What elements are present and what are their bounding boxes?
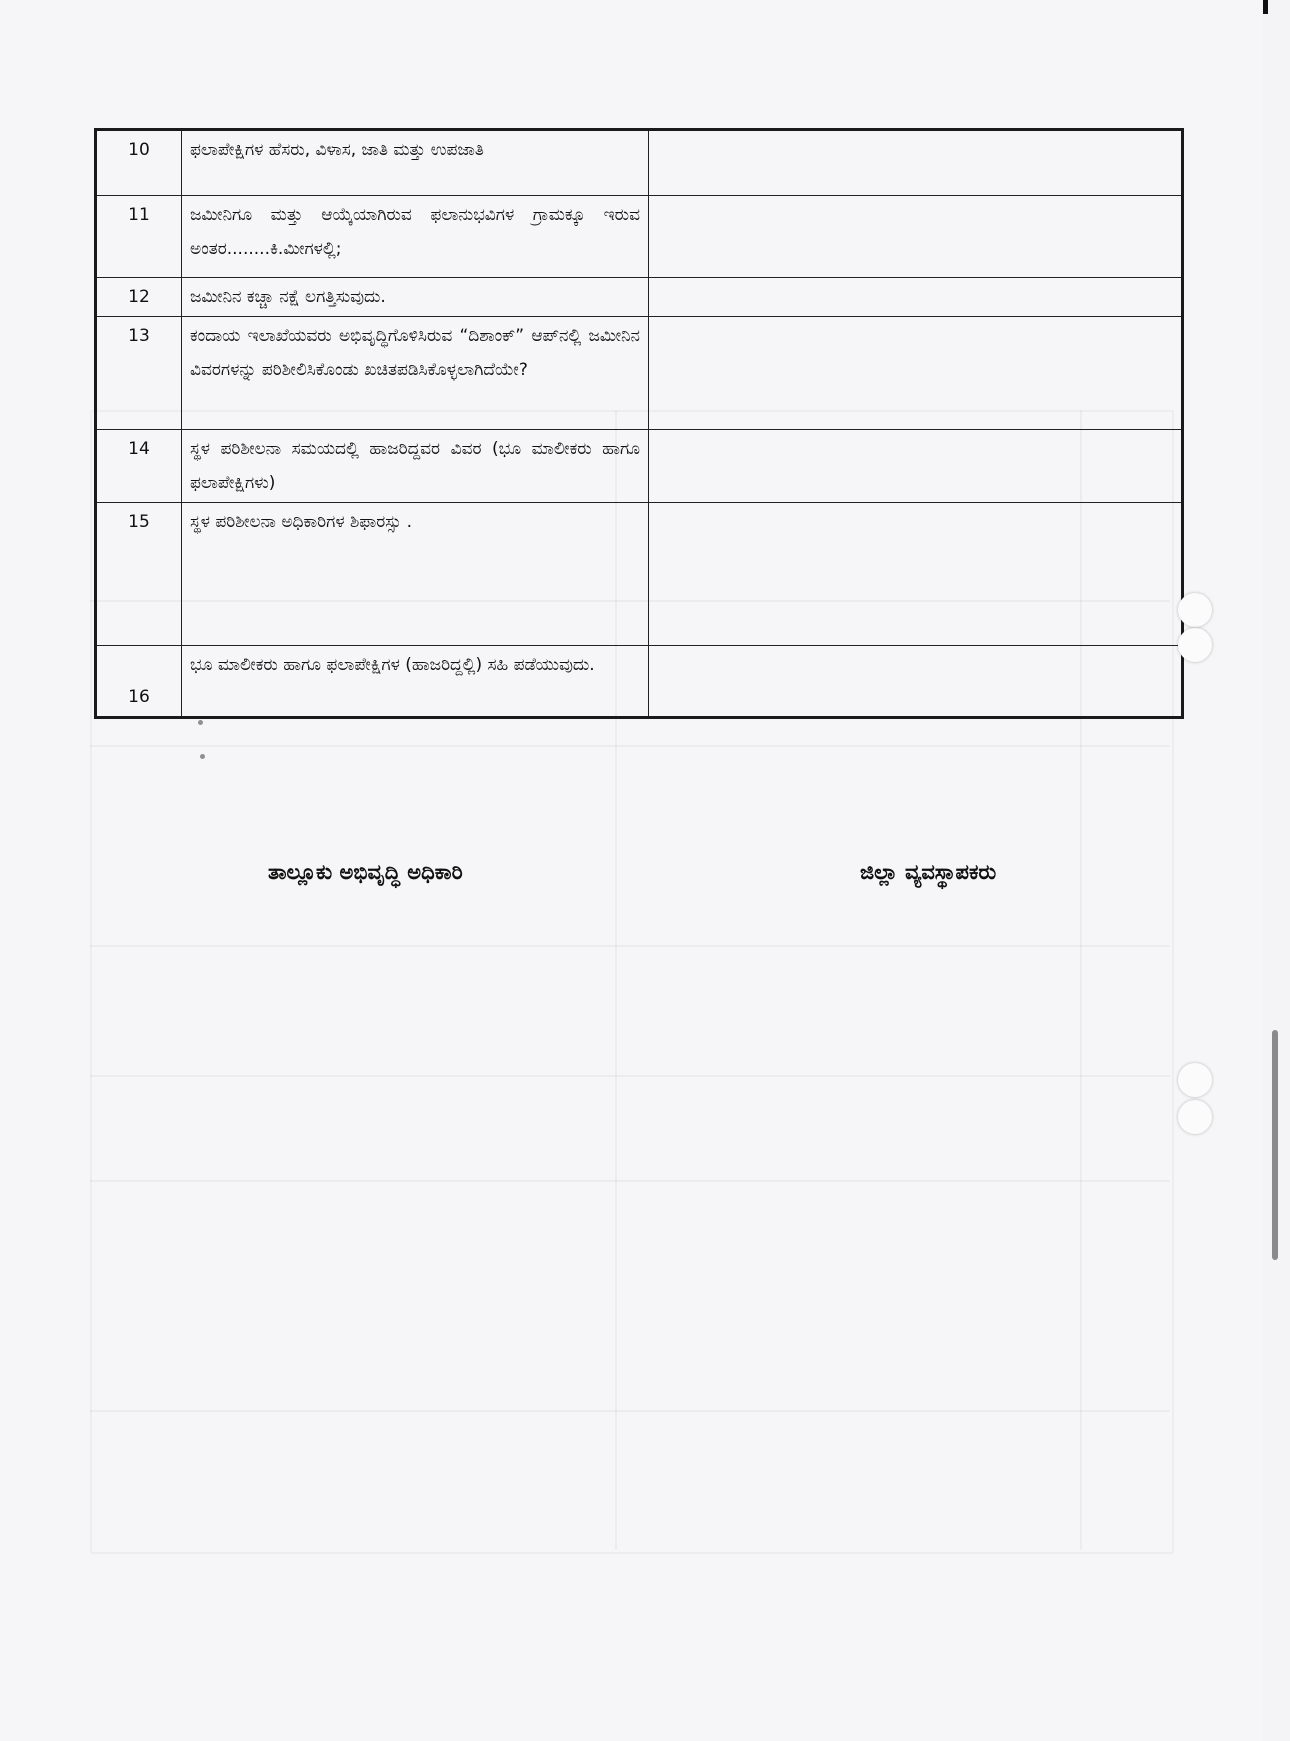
row-description: ಜಮೀನಿಗೂ ಮತ್ತು ಆಯ್ಕೆಯಾಗಿರುವ ಫಲಾನುಭವಿಗಳ ಗ್ರಾಮಕ್ಕೂ ಇರುವ ಅಂತರ........ಕಿ.ಮೀಗಳಲ್ಲಿ;	[182, 196, 649, 278]
ghost-line	[90, 945, 1170, 947]
vertical-scrollbar[interactable]	[1272, 1030, 1278, 1260]
row-value	[649, 646, 1183, 718]
row-number: 14	[96, 430, 182, 503]
row-description: ಸ್ಥಳ ಪರಿಶೀಲನಾ ಸಮಯದಲ್ಲಿ ಹಾಜರಿದ್ದವರ ವಿವರ (ಭೂ ಮಾಲೀಕರು ಹಾಗೂ ಫಲಾಪೇಕ್ಷಿಗಳು)	[182, 430, 649, 503]
row-value	[649, 503, 1183, 646]
ghost-line	[90, 1410, 1170, 1412]
inspection-form-table	[94, 128, 1184, 719]
row-value	[649, 317, 1183, 430]
table-row	[96, 503, 1183, 646]
punch-hole	[1178, 628, 1212, 662]
table-row	[96, 278, 1183, 317]
row-value	[649, 130, 1183, 196]
window-edge-marker	[1263, 0, 1268, 14]
ink-speck	[198, 720, 203, 725]
row-number: 13	[96, 317, 182, 430]
taluk-officer-signature-label: ತಾಲ್ಲೂಕು ಅಭಿವೃದ್ಧಿ ಅಧಿಕಾರಿ	[268, 860, 463, 884]
table-row	[96, 130, 1183, 196]
punch-hole	[1178, 1100, 1212, 1134]
row-value	[649, 430, 1183, 503]
row-description: ಜಮೀನಿನ ಕಚ್ಚಾ ನಕ್ಷೆ ಲಗತ್ತಿಸುವುದು.	[182, 278, 649, 317]
ink-speck	[200, 754, 205, 759]
table-row	[96, 646, 1183, 718]
row-number: 16	[96, 646, 182, 718]
row-number: 10	[96, 130, 182, 196]
ghost-line	[90, 745, 1170, 747]
row-number: 11	[96, 196, 182, 278]
punch-hole	[1178, 593, 1212, 627]
table-row	[96, 317, 1183, 430]
punch-hole	[1178, 1063, 1212, 1097]
ghost-line	[90, 1075, 1170, 1077]
row-description: ಭೂ ಮಾಲೀಕರು ಹಾಗೂ ಫಲಾಪೇಕ್ಷಿಗಳ (ಹಾಜರಿದ್ದಲ್ಲಿ) ಸಹಿ ಪಡೆಯುವುದು.	[182, 646, 649, 718]
district-manager-signature-label: ಜಿಲ್ಲಾ ವ್ಯವಸ್ಥಾಪಕರು	[860, 860, 997, 884]
row-value	[649, 278, 1183, 317]
row-number: 15	[96, 503, 182, 646]
table-row	[96, 196, 1183, 278]
row-description: ಸ್ಥಳ ಪರಿಶೀಲನಾ ಅಧಿಕಾರಿಗಳ ಶಿಫಾರಸ್ಸು .	[182, 503, 649, 646]
row-number: 12	[96, 278, 182, 317]
row-value	[649, 196, 1183, 278]
row-description: ಕಂದಾಯ ಇಲಾಖೆಯವರು ಅಭಿವೃದ್ಧಿಗೊಳಿಸಿರುವ “ದಿಶಾಂಕ್” ಆಪ್‌ನಲ್ಲಿ ಜಮೀನಿನ ವಿವರಗಳನ್ನು ಪರಿಶೀಲಿಸಿಕೊಂಡು ಖಚಿತಪಡಿಸಿಕೊಳ್ಳಲಾಗಿದೆಯೇ?	[182, 317, 649, 430]
table-row	[96, 430, 1183, 503]
row-description: ಫಲಾಪೇಕ್ಷಿಗಳ ಹೆಸರು, ವಿಳಾಸ, ಜಾತಿ ಮತ್ತು ಉಪಜಾತಿ	[182, 130, 649, 196]
ghost-line	[90, 1180, 1170, 1182]
